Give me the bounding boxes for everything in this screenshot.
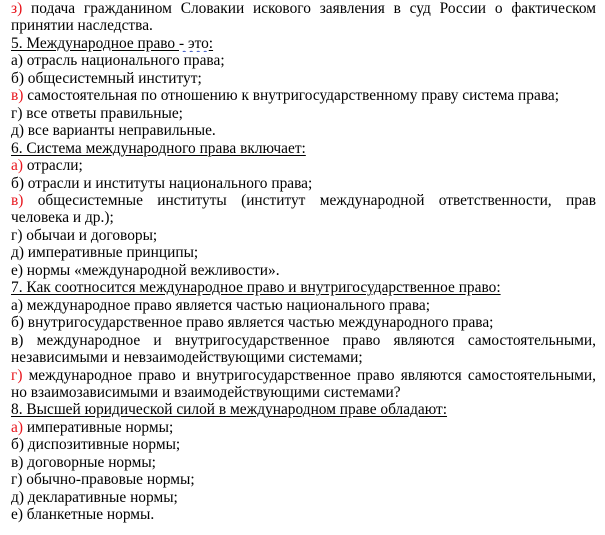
answer-text: самостоятельная по отношению к внутригосударственному праву система права; — [23, 87, 559, 105]
q5-option-d: г) все ответы правильные; — [11, 104, 183, 122]
q8-option-b: б) диспозитивные нормы; — [11, 436, 181, 454]
question-5-lead: 5. Международное право — [11, 34, 179, 52]
answer-option-continuation: принятии наследства. — [11, 17, 153, 35]
q6-option-a-correct — [11, 157, 596, 174]
spellcheck-squiggle-text: - это — [178, 34, 209, 52]
question-5-colon: : — [208, 34, 214, 52]
q8-option-c: в) договорные нормы; — [11, 453, 156, 471]
question-5-title — [11, 35, 596, 52]
question-8-title: 8. Высшей юридической силой в международном праве обладают: — [11, 401, 448, 419]
q5-option-e: д) все варианты неправильные. — [11, 122, 216, 140]
q6-option-d: г) обычаи и договоры; — [11, 226, 158, 244]
question-6-title: 6. Система международного права включает: — [11, 139, 306, 157]
q8-option-d: г) обычно-правовые нормы; — [11, 471, 195, 489]
correct-answer-letter: а) — [11, 157, 23, 175]
q6-option-c-continuation: человека и др.); — [11, 209, 114, 227]
correct-answer-letter: в) — [11, 191, 24, 209]
q5-option-b: б) общесистемный институт; — [11, 69, 202, 87]
question-7-title: 7. Как соотносится международное право и внутригосударственное право: — [11, 279, 501, 297]
q6-option-f: е) нормы «международной вежливости». — [11, 261, 280, 279]
q7-option-c-continuation: независимыми и невзаимодействующими системами; — [11, 349, 363, 367]
answer-text: подача гражданином Словакии искового заявления в суд России о фактическом — [22, 0, 596, 17]
q7-option-d-correct — [11, 367, 596, 384]
q5-option-c-correct — [11, 87, 596, 104]
correct-answer-letter: в) — [11, 87, 24, 105]
q8-option-e: д) декларативные нормы; — [11, 488, 178, 506]
answer-text: отрасли; — [22, 157, 83, 175]
q6-option-c-correct — [11, 192, 596, 209]
q7-option-a: а) международное право является частью национального права; — [11, 296, 431, 314]
q7-option-d-continuation: но взаимозависимыми и взаимодействующими системами? — [11, 383, 401, 401]
answer-text: общесистемные институты (институт международной ответственности, прав — [23, 191, 596, 209]
q6-option-e: д) императивные принципы; — [11, 244, 199, 262]
q7-option-b: б) внутригосударственное право является частью международного права; — [11, 314, 494, 332]
correct-answer-letter: а) — [11, 418, 23, 436]
q8-option-f: е) бланкетные нормы. — [11, 506, 155, 524]
answer-text: императивные нормы; — [22, 418, 174, 436]
q6-option-b: б) отрасли и институты национального права; — [11, 174, 313, 192]
correct-answer-letter: з) — [11, 0, 23, 17]
correct-answer-letter: г) — [11, 366, 23, 384]
answer-text: международное право и внутригосударственное право являются самостоятельными, — [22, 366, 596, 384]
q7-option-c: в) международное и внутригосударственное право являются самостоятельными, — [11, 331, 596, 349]
q5-option-a: а) отрасль национального права; — [11, 52, 225, 70]
answer-option-z-correct — [11, 0, 596, 17]
q8-option-a-correct — [11, 419, 596, 436]
